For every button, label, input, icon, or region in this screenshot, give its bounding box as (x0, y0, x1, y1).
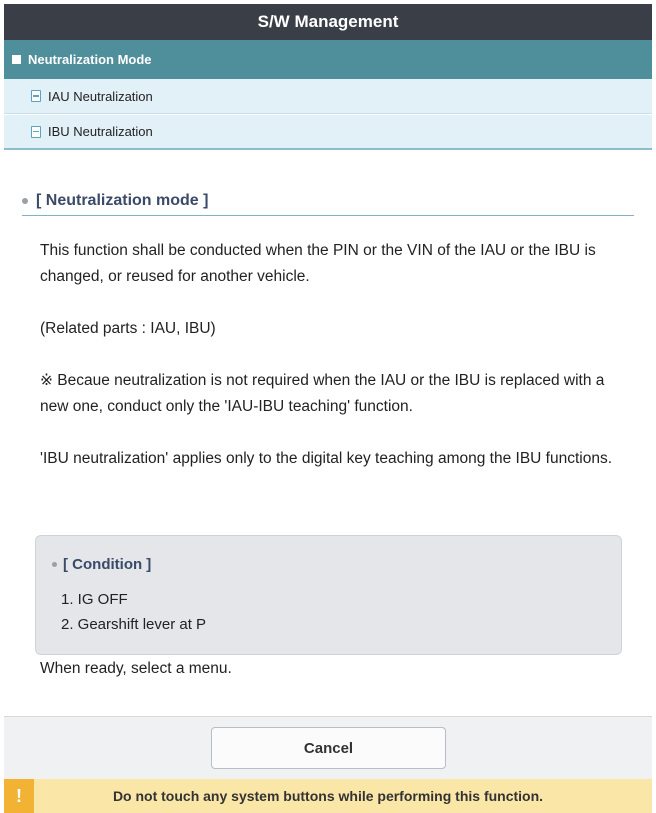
ibu-note-paragraph: 'IBU neutralization' applies only to the digital key teaching among the IBU functions. (40, 450, 613, 467)
warning-text: Do not touch any system buttons while performing this function. (112, 788, 544, 804)
bullet-icon (22, 198, 28, 204)
note-paragraph: ※ Becaue neutralization is not required when the IAU or the IBU is replaced with a new one, conduct only the 'IAU-IBU teaching' function. (40, 372, 605, 415)
section-title (22, 186, 634, 216)
condition-item: 1. IG OFF (61, 591, 128, 608)
warning-bar (4, 779, 652, 813)
condition-item: 2. Gearshift lever at P (61, 616, 207, 633)
document-icon (31, 126, 41, 138)
document-icon (31, 90, 41, 102)
square-bullet-icon (12, 55, 21, 64)
condition-title (52, 556, 151, 573)
condition-title-text: [ Condition ] (63, 556, 152, 573)
related-parts-text: (Related parts : IAU, IBU) (40, 320, 216, 337)
menu-header-label: Neutralization Mode (28, 52, 152, 67)
warning-icon: ! (4, 779, 34, 813)
menu-item-label: IBU Neutralization (48, 124, 153, 139)
cancel-button[interactable]: Cancel (211, 727, 446, 769)
footer-bar (4, 716, 652, 779)
window-title: S/W Management (4, 4, 652, 40)
menu-item-iau-neutralization[interactable] (4, 79, 652, 114)
menu-item-ibu-neutralization[interactable] (4, 115, 652, 150)
menu-header-neutralization-mode[interactable] (4, 40, 652, 79)
ready-instruction: When ready, select a menu. (40, 660, 232, 677)
bullet-icon (52, 562, 57, 567)
section-title-text: [ Neutralization mode ] (36, 191, 209, 209)
menu-item-label: IAU Neutralization (48, 88, 153, 104)
description-paragraph: This function shall be conducted when the PIN or the VIN of the IAU or the IBU is changed, or reused for another vehicle. (40, 242, 596, 285)
condition-box (35, 535, 622, 655)
